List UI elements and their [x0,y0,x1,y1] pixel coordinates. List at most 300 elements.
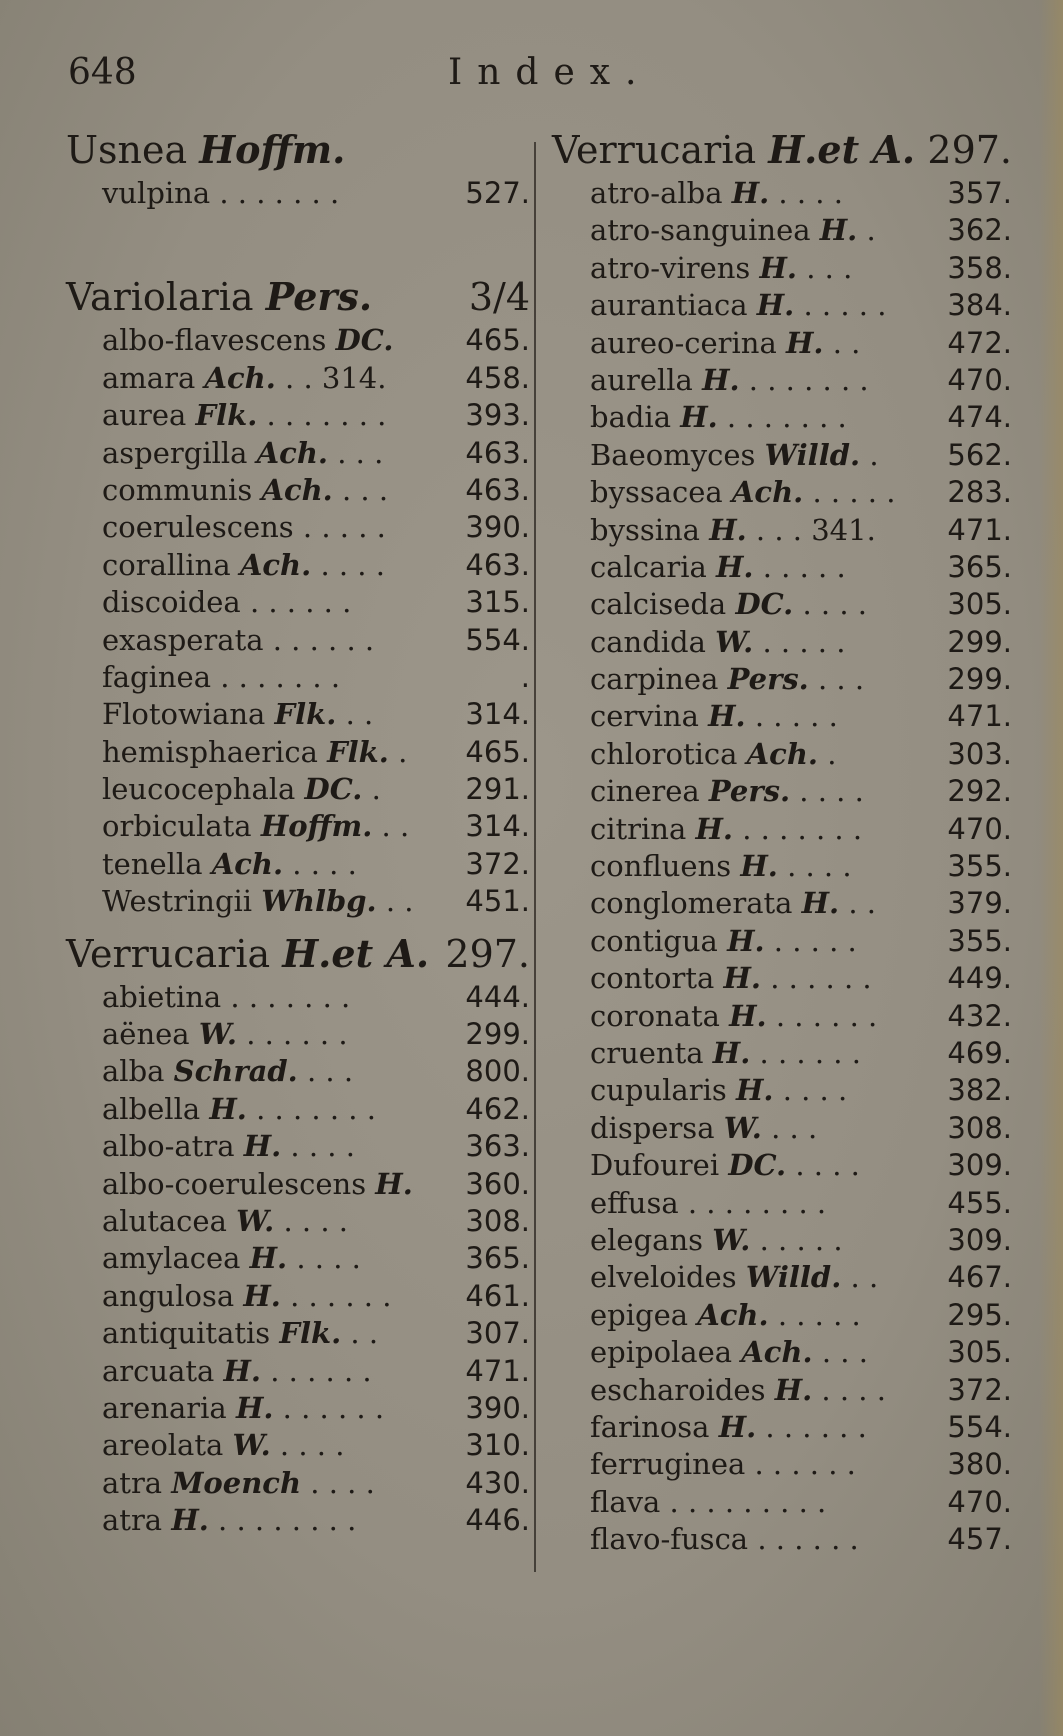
species-name: aurantiaca [590,288,748,323]
leader-dots: . . [385,884,414,919]
species-name: candida [590,624,706,659]
page-reference: 463. [465,435,530,470]
page-reference: 314. [465,697,530,732]
author-abbrev: H. [171,1503,209,1538]
entry-name-group [590,549,846,586]
page-reference: 449. [947,961,1012,996]
author-abbrev: H. [731,176,770,210]
entry-name-group [590,1259,878,1296]
page-title: Index. [448,52,652,93]
page-reference: 355. [947,849,1012,884]
page-reference: 554. [465,622,530,657]
author-abbrev: H. [375,1166,413,1201]
entry-name-group [590,736,836,773]
species-name: conglomerata [590,886,793,921]
index-entry [66,1465,530,1502]
page-reference: 471. [947,699,1012,734]
leader-dots: . . . . [787,849,852,884]
author-abbrev: Ach. [746,736,818,771]
species-name: byssacea [590,475,723,510]
leader-dots: . . . . . . [282,1390,385,1425]
leader-dots: . . [345,697,374,732]
entry-name-group [102,1502,356,1539]
species-name: aureo-cerina [590,325,777,360]
index-entry [66,509,530,546]
species-name: alba [102,1054,165,1089]
entry-name-group [590,1072,847,1109]
leader-dots: . . . . . . [757,1522,859,1557]
entry-name-group [102,360,386,397]
author-abbrev: Flk. [274,697,337,732]
index-entry [66,1016,530,1053]
entry-name-group [102,622,374,659]
index-entry [66,734,530,771]
index-entry [66,696,530,733]
leader-dots: . . [848,886,877,921]
author-abbrev: H. [756,288,795,323]
leader-dots: . . . [771,1110,818,1145]
page-reference: . [520,659,530,694]
species-name: corallina [102,547,231,582]
author-abbrev: Ach. [697,1297,769,1332]
page-reference: 470. [947,362,1012,397]
species-name: angulosa [102,1278,235,1313]
index-entry [552,1521,1012,1558]
species-name: abietina [102,979,222,1014]
entry-name-group [102,1390,384,1427]
entry-name-group [102,1203,348,1240]
page-reference: 562. [947,437,1012,472]
index-entry [66,547,530,584]
page-reference: 310. [465,1428,530,1463]
leader-dots: . . . . . . [249,585,352,620]
author-abbrev: W. [723,1110,762,1145]
index-entry [66,1240,530,1277]
entry-name-group [590,362,869,399]
index-entry [552,1147,1012,1184]
page-reference: 314. [465,809,530,844]
entry-name-group [102,771,381,808]
species-name: citrina [590,811,687,846]
author-abbrev: Hoffm. [260,809,373,844]
index-entry [552,474,1012,511]
page-reference: 465. [465,734,530,769]
index-entry [552,811,1012,848]
entry-name-group [102,1240,361,1277]
species-name: albella [102,1091,201,1126]
leader-dots: . . . . . . [290,1278,392,1313]
species-name: Westringii [102,884,253,919]
index-entry [552,1222,1012,1259]
author-abbrev: H. [235,1390,274,1425]
index-entry [66,883,530,920]
leader-dots: . . . . . [773,923,857,958]
species-name: cupularis [590,1073,727,1108]
page-reference: 297. [927,128,1012,172]
species-name: carpinea [590,662,719,697]
index-entry [66,1091,530,1128]
page-reference: 446. [465,1503,530,1538]
index-entry [552,437,1012,474]
entry-name-group [102,435,383,472]
leader-dots: . . . . . [803,288,887,323]
index-entry [552,175,1012,212]
genus-heading [66,272,530,322]
entry-name-group [590,437,879,474]
index-entry [552,998,1012,1035]
leader-dots: . . . . [782,1073,848,1108]
author-abbrev: DC. [304,772,363,807]
leader-dots: . . . . . . . [220,659,341,694]
species-name: epigea [590,1297,689,1332]
species-name: calciseda [590,587,727,622]
genus-heading [66,125,530,175]
entry-name-group [590,1334,868,1371]
index-entry [552,586,1012,623]
author-abbrev: Ach. [211,846,284,881]
species-name: elegans [590,1222,704,1257]
entry-name-group [102,1091,376,1128]
author-abbrev: H. [729,998,767,1033]
author-abbrev: H. [727,923,765,958]
entry-name-group [590,212,876,249]
leader-dots: . . . . [279,1428,345,1463]
entry-name-group [590,1185,826,1222]
species-name: calcaria [590,549,707,584]
entry-name-group [102,1128,355,1165]
index-entry [552,1484,1012,1521]
author-abbrev: H. [735,1073,774,1108]
entry-name-group [590,325,860,362]
right-column [552,125,1012,1558]
page-reference: 430. [465,1465,530,1500]
page-reference: 469. [947,1035,1012,1070]
author-abbrev: H.et A. [768,127,916,172]
index-entry [66,584,530,621]
page-reference: 315. [465,585,530,620]
author-abbrev: H. [712,1035,751,1070]
page-reference: 390. [465,510,530,545]
author-abbrev: Pers. [265,274,373,320]
page-reference: 470. [947,1484,1012,1519]
genus-name-group [66,929,429,979]
leader-dots: . . . . [799,774,864,809]
page-reference: 471. [465,1353,530,1388]
index-entry [552,325,1012,362]
page-reference: 309. [947,1148,1012,1183]
entry-name-group [102,1465,375,1502]
entry-name-group [590,512,876,549]
species-name: exasperata [102,622,264,657]
page-reference: 372. [947,1372,1012,1407]
index-entry [552,661,1012,698]
author-abbrev: W. [715,624,754,659]
index-entry [552,1185,1012,1222]
leader-dots: . . . . . . [272,622,375,657]
index-entry [66,1427,530,1464]
species-name: aurea [102,398,187,433]
author-abbrev: W. [198,1017,237,1052]
species-name: discoidea [102,585,241,620]
leader-dots: . . . . . [762,549,846,584]
leader-dots: . . . . [795,1148,860,1183]
author-abbrev: W. [232,1428,271,1463]
page-reference: 362. [947,213,1012,248]
author-abbrev: Ach. [731,475,804,510]
leader-dots: . . . . . . . [748,362,869,397]
index-entry [552,1334,1012,1371]
index-entry [66,1203,530,1240]
index-entry [66,622,530,659]
leader-dots: . . . . . . . [726,400,847,435]
entry-name-group [590,624,845,661]
author-abbrev: Ach. [261,472,333,507]
page-reference: 309. [947,1222,1012,1257]
species-name: coerulescens [102,510,294,545]
leader-dots: . . . . [290,1129,355,1164]
entry-name-group [590,1297,861,1334]
species-name: vulpina [102,176,211,210]
species-name: epipolaea [590,1335,733,1370]
entry-name-group [590,773,864,810]
entry-name-group [590,175,843,212]
species-name: flava [590,1484,661,1519]
index-entry [66,1502,530,1539]
leader-dots: . . . . . . [270,1353,372,1388]
species-name: Baeomyces [590,437,756,472]
leader-dots: . [371,772,381,807]
page-reference: 365. [465,1241,530,1276]
entry-name-group [590,1222,843,1259]
species-name: effusa [590,1185,679,1220]
author-abbrev: H. [801,886,840,921]
page-reference: 283. [947,475,1012,510]
index-entry [66,1278,530,1315]
entry-name-group [102,175,339,212]
page-reference: 299. [947,624,1012,659]
entry-name-group [102,322,393,359]
spacer [66,921,530,929]
page-reference: 527. [465,176,530,210]
page-reference: 305. [947,1335,1012,1370]
author-abbrev: Moench [171,1465,302,1500]
author-abbrev: H. [819,213,858,248]
page-reference: 357. [947,176,1012,210]
entry-name-group [102,1166,413,1203]
entry-name-group [102,472,388,509]
column-divider [534,142,536,1572]
index-entry [552,923,1012,960]
species-name: tenella [102,846,203,881]
leader-dots: . [827,736,837,771]
species-name: aspergilla [102,435,248,470]
species-name: elveloides [590,1260,737,1295]
entry-name-group [102,1315,378,1352]
leader-dots: . . . . [296,1241,361,1276]
author-abbrev: Ach. [204,360,276,395]
index-entry [66,659,530,696]
author-abbrev: DC. [728,1148,787,1183]
entry-name-group [102,584,351,621]
page-reference: 379. [947,886,1012,921]
species-name: flavo-fusca [590,1522,749,1557]
entry-name-group [102,1053,353,1090]
leader-dots: . . . . . [302,510,386,545]
author-abbrev: H. [759,250,798,285]
entry-name-group [590,1521,859,1558]
leader-dots: . . . . . . . [256,1091,376,1126]
leader-dots: . . . . [821,1372,886,1407]
entry-name-group [590,960,872,997]
leader-dots: . . . [342,472,389,507]
leader-dots: . . . [818,662,865,697]
index-entry [552,1259,1012,1296]
species-name: atra [102,1503,163,1538]
leader-dots: . . . 341. [755,512,876,547]
entry-name-group [102,979,350,1016]
leader-dots: . . . [821,1335,868,1370]
leader-dots: . . . [337,435,384,470]
genus-name-group [66,272,372,322]
leader-dots: . . [350,1316,379,1351]
index-entry [66,360,530,397]
leader-dots: . . . . . [759,1222,843,1257]
species-name: arenaria [102,1390,227,1425]
entry-name-group [102,883,414,920]
page-reference: 382. [947,1073,1012,1108]
species-name: escharoides [590,1372,766,1407]
species-name: contorta [590,961,715,996]
genus-name: Verrucaria [66,931,271,976]
index-entry [552,848,1012,885]
leader-dots: . . . . . . . [219,176,340,210]
left-column [66,125,530,1540]
page-reference: 358. [947,250,1012,285]
leader-dots: . . . . . . [759,1035,861,1070]
leader-dots: . . . . . . [246,1017,348,1052]
index-entry [66,175,530,212]
author-abbrev: H. [715,549,754,584]
author-abbrev: Ach. [741,1335,813,1370]
index-entry [552,1110,1012,1147]
page-reference: 455. [947,1185,1012,1220]
page-reference: 299. [947,662,1012,697]
page-reference: 472. [947,325,1012,360]
entry-name-group [590,399,847,436]
leader-dots: . . . . . [777,1297,861,1332]
index-entry [552,362,1012,399]
species-name: alutacea [102,1203,227,1238]
author-abbrev: Hoffm. [199,127,346,172]
leader-dots: . . . . . [754,699,838,734]
entry-name-group [590,811,862,848]
species-name: albo-atra [102,1129,235,1164]
author-abbrev: H. [243,1278,281,1313]
species-name: atro-alba [590,176,723,210]
species-name: aënea [102,1017,190,1052]
entry-name-group [102,1353,372,1390]
species-name: confluens [590,849,732,884]
leader-dots: . . . . [320,547,385,582]
genus-heading [552,125,1012,175]
index-entry [552,212,1012,249]
genus-name: Verrucaria [552,128,757,172]
index-entry [66,1390,530,1427]
page-reference: 380. [947,1447,1012,1482]
author-abbrev: H. [708,699,746,734]
index-entry [66,435,530,472]
leader-dots: . . . . . . . [742,811,863,846]
author-abbrev: W. [712,1222,751,1257]
page-number: 648 [68,52,137,93]
leader-dots: . . [381,809,410,844]
page-reference: 308. [465,1203,530,1238]
author-abbrev: Flk. [195,398,258,433]
genus-name-group [552,125,915,175]
index-entry [66,1353,530,1390]
author-abbrev: H. [723,961,762,996]
page-reference: 393. [465,398,530,433]
leader-dots: . . [832,325,861,360]
index-entry [66,1166,530,1203]
page-header [68,52,652,102]
index-entry [552,250,1012,287]
index-entry [66,771,530,808]
author-abbrev: DC. [735,587,794,622]
author-abbrev: Whlbg. [261,884,377,919]
index-entry [552,1372,1012,1409]
leader-dots: . . . . [283,1203,349,1238]
index-entry [66,1315,530,1352]
page-reference: 297. [445,931,530,976]
leader-dots: . . [850,1260,879,1295]
page-reference: 360. [465,1166,530,1201]
leader-dots: . . . . . . . . . [669,1484,827,1519]
page-reference: 363. [465,1129,530,1164]
index-entry [552,1446,1012,1483]
entry-name-group [102,1427,344,1464]
species-name: farinosa [590,1409,710,1444]
author-abbrev: H. [702,362,740,397]
author-abbrev: Ach. [256,435,329,470]
index-entry [552,549,1012,586]
author-abbrev: H. [785,325,824,360]
leader-dots: . . . . . . [770,961,872,996]
index-entry [552,287,1012,324]
species-name: atro-sanguinea [590,213,811,248]
leader-dots: . . . . . . [765,1409,867,1444]
species-name: chlorotica [590,736,738,771]
index-entry [66,322,530,359]
author-abbrev: Willd. [745,1260,842,1295]
leader-dots: . [866,213,876,248]
page-reference: 463. [465,547,530,582]
author-abbrev: W. [236,1203,275,1238]
page-reference: 444. [465,979,530,1014]
entry-name-group [102,509,386,546]
species-name: leucocephala [102,772,296,807]
species-name: cervina [590,699,699,734]
page-reference: 458. [465,360,530,395]
species-name: atro-virens [590,250,751,285]
leader-dots: . . . . . [812,475,896,510]
species-name: badia [590,400,671,435]
author-abbrev: Pers. [727,662,809,697]
entry-name-group [590,287,886,324]
leader-dots: . . . . [802,587,868,622]
index-entry [552,698,1012,735]
entry-name-group [590,474,895,511]
